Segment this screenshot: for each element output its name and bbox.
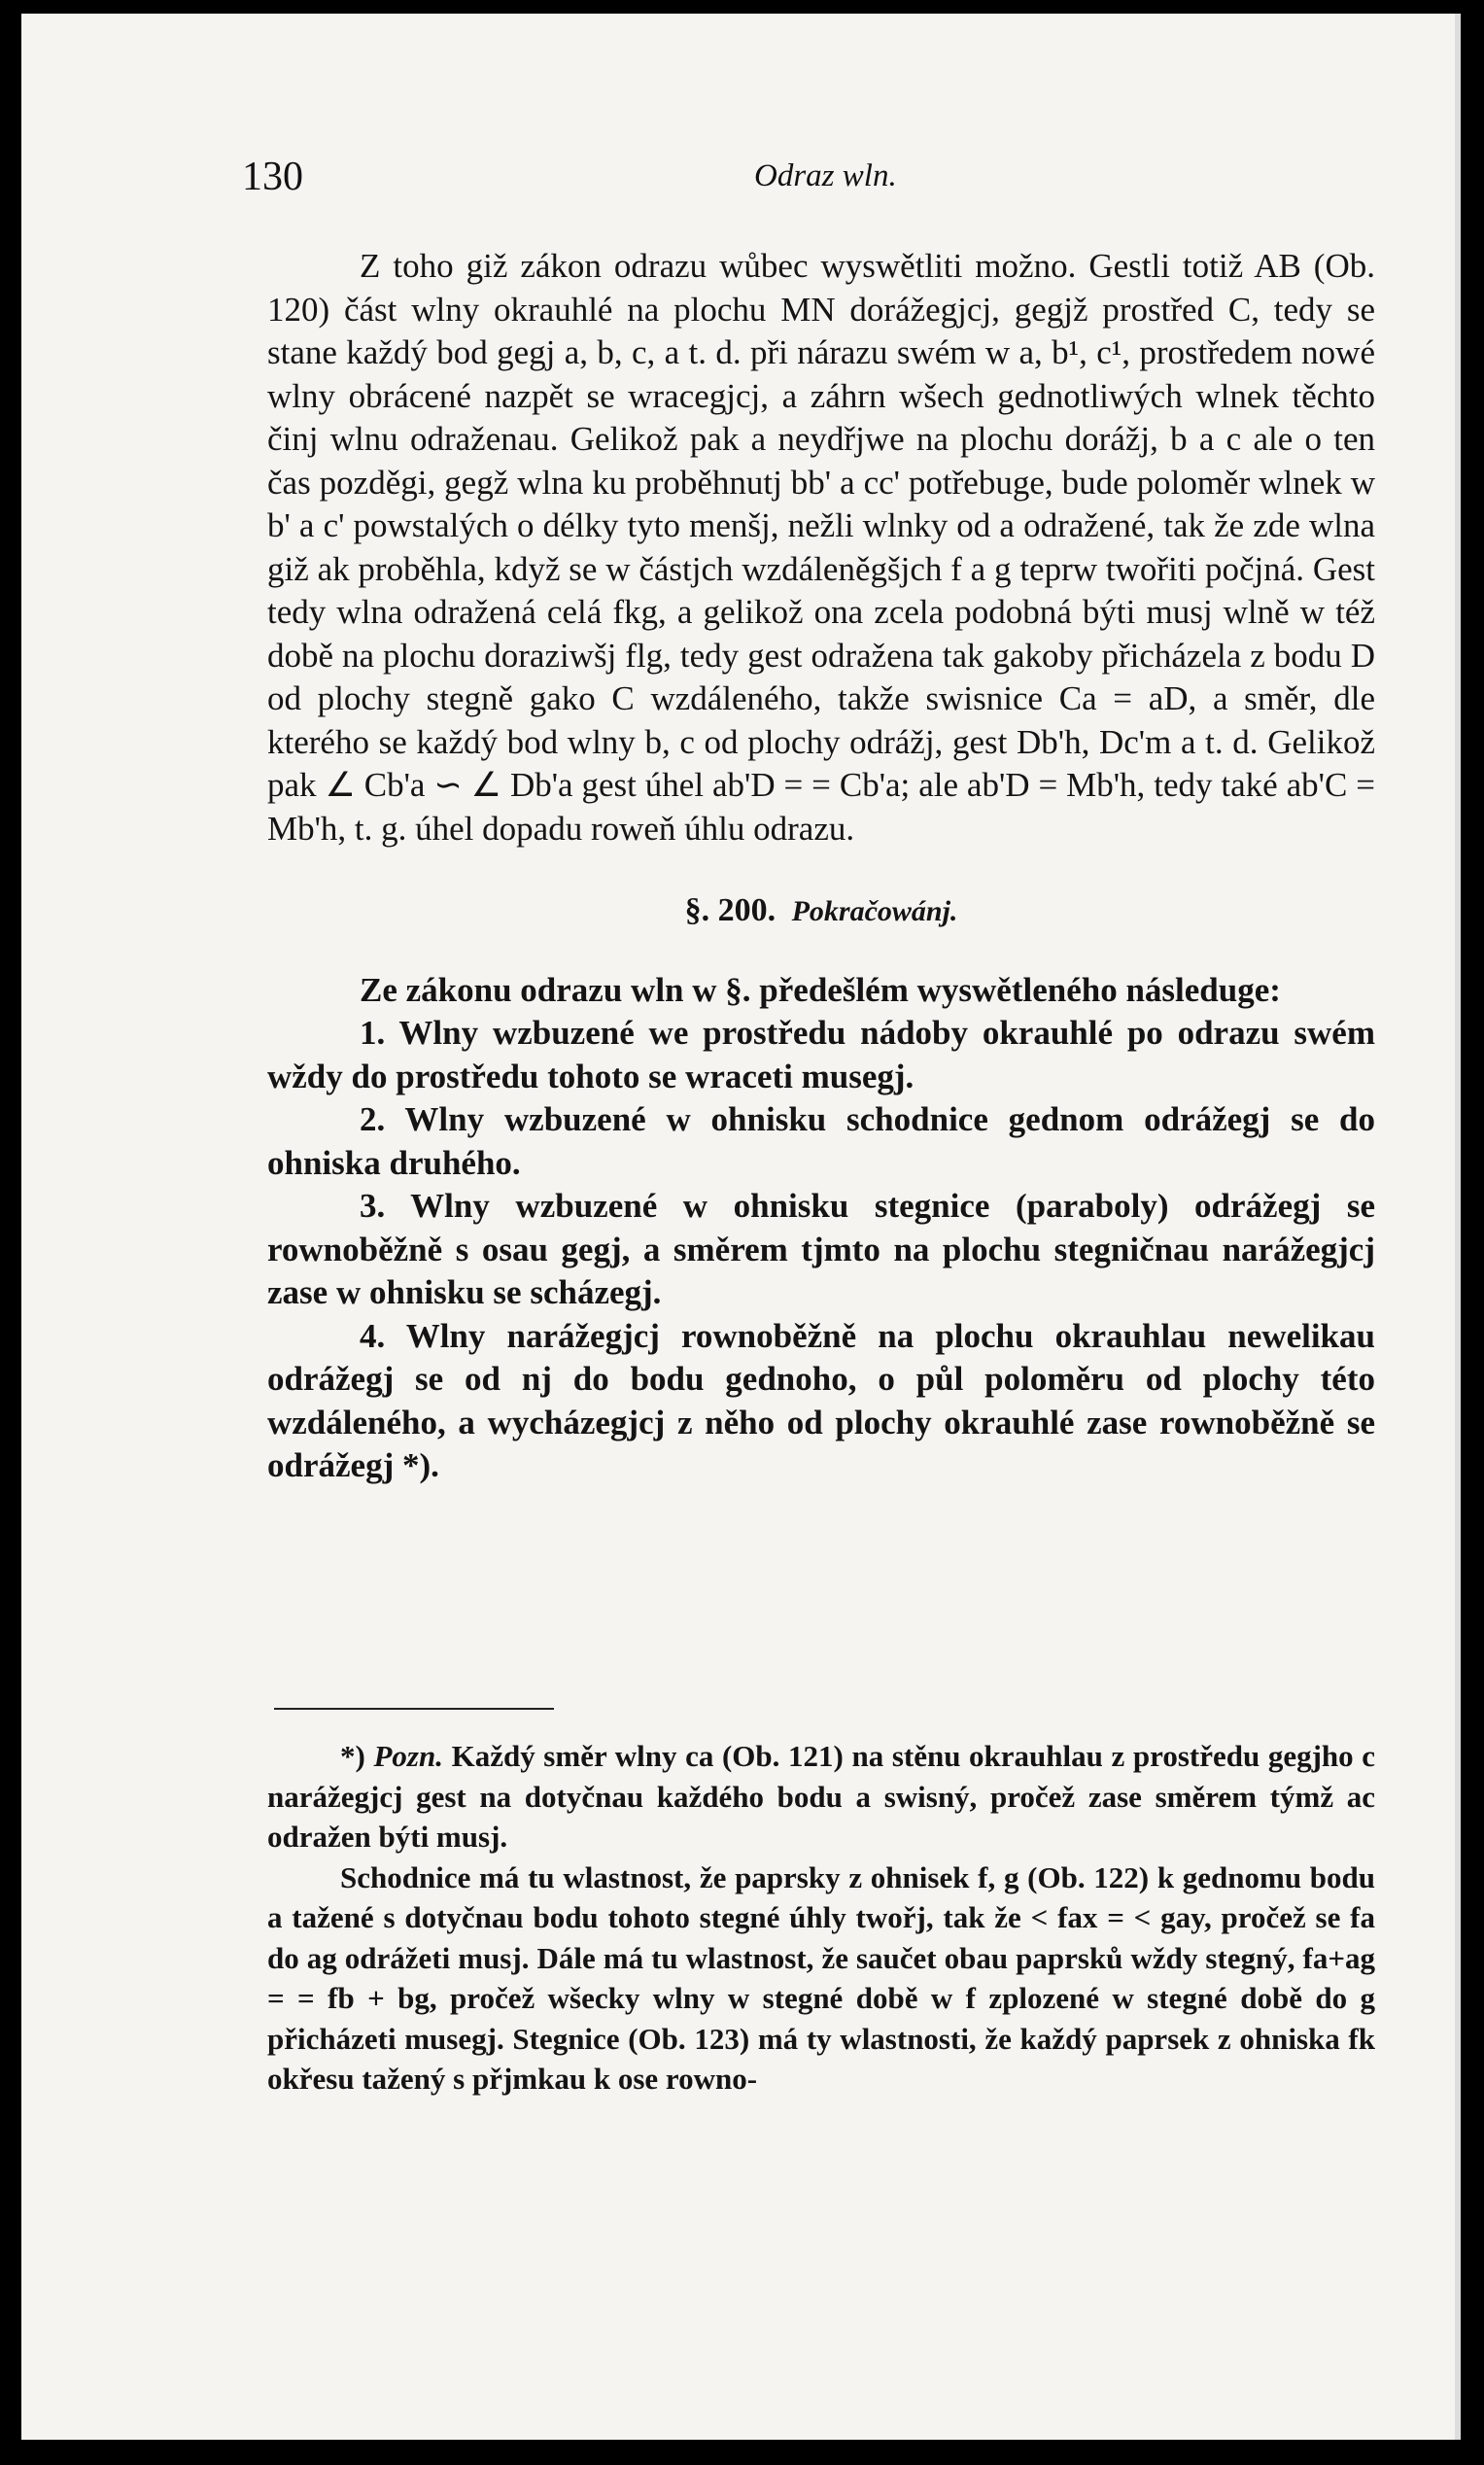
list-item-4: 4. Wlny narážegjcj rownoběžně na plochu okrauhlau newelikau odrážegj se od nj do bodu gednoho, o půl poloměru od plochy této wzdáleného, a wycházegjcj z něho od plochy okrauhlé zase rownoběžně se odrážegj *). — [267, 1316, 1375, 1484]
section-intro: Ze zákonu odrazu wln w §. předešlém wyswětleného následuge: — [360, 970, 1281, 1009]
section-title: Pokračowánj. — [791, 895, 958, 927]
footnote-marker: *) — [340, 1739, 365, 1773]
page-header — [242, 154, 1374, 212]
running-title: Odraz wln. — [754, 158, 897, 193]
paragraph-reflection-law: Z toho giž zákon odrazu wůbec wyswětliti možno. Gestli totiž AB (Ob. 120) část wlny okrauhlé na plochu MN dorážegjcj, gegjž prostřed C, tedy se stane každý bod gegj a, b, c, a t. d. při nárazu swém w a, b¹, c¹, prostředem nowé wlny obrácené nazpět se wracegjcj, a záhrn wšech gednotliwých wlnek těchto činj wlnu odraženau. Gelikož pak a neydřjwe na plochu dorážj, b a c ale o ten čas pozděgi, gegž wlna ku proběhnutj bb' a cc' potřebuge, bude poloměr wlnek w b' a c' powstalých o délky tyto menšj, nežli wlnky od a odražené, tak že zde wlna giž ak proběhla, když se w částjch wzdáleněgšjch f a g teprw twořiti počjná. Gest tedy wlna odražená celá fkg, a gelikož ona zcela podobná býti musj wlně w též době na plochu doraziwšj flg, tedy gest odražena tak gakoby přicházela z bodu D od plochy stegně gako C wzdáleného, takže swisnice Ca = aD, a směr, dle kterého se každý bod wlny b, c od plochy odrážj, gest Db'h, Dc'm a t. d. Gelikož pak ∠ Cb'a ∽ ∠ Db'a gest úhel ab'D = = Cb'a; ale ab'D = Mb'h, tedy také ab'C = Mb'h, t. g. úhel dopadu roweň úhlu odrazu. — [267, 247, 1375, 848]
section-heading — [267, 889, 1375, 934]
footnote-paragraph-2: Schodnice má tu wlastnost, že paprsky z ohnisek f, g (Ob. 122) k gednomu bodu a tažené s dotyčnau bodu tohoto stegné úhly twořj, tak že < fax = < gay, pročež se fa do ag odrážeti musj. Dále má tu wlastnost, že saučet obau paprsků wždy stegný, fa+ag = = fb + bg, pročež wšecky wlny w stegné době w f zplozené w stegné době do g přicházeti musegj. Stegnice (Ob. 123) má ty wlastnosti, že každý paprsek z ohniska fk okřesu tažený s přjmkau k ose rowno- — [267, 1859, 1375, 2096]
section-number: §. 200. — [684, 892, 777, 928]
main-text — [267, 245, 1375, 1488]
footnote-divider — [274, 1708, 554, 1710]
footnote-text-1: Každý směr wlny ca (Ob. 121) na stěnu okrauhlau z prostředu gegjho c narážegjcj gest na dotyčnau každého bodu a swisný, pročež zase směrem týmž ac odražen býti musj. — [267, 1739, 1376, 1854]
list-item-1: 1. Wlny wzbuzené we prostředu nádoby okrauhlé po odrazu swém wždy do prostředu tohoto se wraceti musegj. — [267, 1014, 1375, 1095]
footnote — [267, 1736, 1375, 2100]
footnote-label: Pozn. — [373, 1739, 443, 1773]
footnote-paragraph-1 — [267, 1736, 1375, 1857]
list-item-3: 3. Wlny wzbuzené w ohnisku stegnice (paraboly) odrážegj se rownoběžně s osau gegj, a směrem tjmto na plochu stegničnau narážegjcj zase w ohnisku se scházegj. — [267, 1187, 1375, 1311]
list-item-2: 2. Wlny wzbuzené w ohnisku schodnice gednom odrážegj se do ohniska druhého. — [267, 1100, 1375, 1182]
page-number: 130 — [242, 155, 303, 199]
